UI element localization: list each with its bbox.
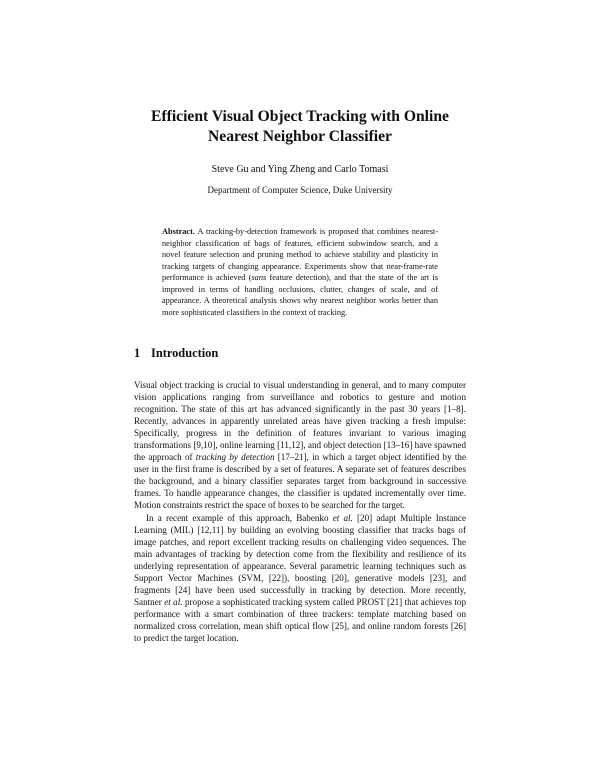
abstract-text-a: A tracking-by-detection framework is proposed that combines nearest-neighbor classification of bags of features, efficient subwindow search, and a novel feature selection and pruning method to achieve stability and plasticity in tracking targets of changing appearance. Experiments show that near-frame-rate performance is achieved ( [162,227,438,283]
intro-paragraph-1 [134,379,466,512]
abstract-label: Abstract. [162,227,195,236]
section-number: 1 [134,346,141,360]
title-line-1: Efficient Visual Object Tracking with Online [151,108,449,125]
abstract-text-b: feature detection), and that the state of the art is improved in terms of handling occlusions, clutter, changes of scale, and of appearance. A theoretical analysis shows why nearest neighbor works better than more sophisticated classifiers in the context of tracking. [162,273,439,317]
intro-paragraph-2 [134,512,466,645]
p1-text-a: Visual object tracking is crucial to visual understanding in general, and to many computer vision applications ranging from surveillance and robotics to gesture and motion recognition. The state of this art has advanced significantly in the past 30 years [1–8]. Recently, advances in apparently unrelated areas have given tracking a fresh impulse: Specifically, progress in the definition of features invariant to various imaging transformations [9,10], online learning [11,12], and object detection [13–16] have spawned the approach of [134,380,466,463]
section-title: Introduction [151,346,219,360]
abstract [162,226,438,318]
p1-emphasis: tracking by detection [195,452,275,463]
p1-text-b: [17–21], in which a target object identified by the user in the first frame is described by a set of features. A separate set of features describes the background, and a binary classifier separates target from background in successive frames. To handle appearance changes, the classifier is updated incrementally over time. Motion constraints restrict the space of boxes to be searched for the target. [134,452,467,511]
section-heading [134,345,218,361]
author-list: Steve Gu and Ying Zheng and Carlo Tomasi [211,164,389,175]
p2-text-c: propose a sophisticated tracking system called PROST [21] that achieves top performance with a smart combination of three trackers: template matching based on normalized cross correlation, mean shift optical flow [25], and online random forests [26] to predict the target location. [134,596,466,643]
p2-text-b: [20] adapt Multiple Instance Learning (MIL) [12,11] by building an evolving boosting classifier that tracks bags of image patches, and report excellent tracking results on challenging video sequences. The main advantages of tracking by detection come from the flexibility and resilience of its underlying representation of appearance. Several parametric learning techniques such as Support Vector Machines (SVM, [22]), boosting [20], generative models [23], and fragments [24] have been used successfully in tracking by detection. More recently, Santner [134,512,466,607]
paper-title [0,107,600,147]
affiliation: Department of Computer Science, Duke University [207,185,393,195]
p2-emphasis-2: et al. [164,596,183,607]
title-line-2: Nearest Neighbor Classifier [208,128,392,145]
p2-emphasis-1: et al. [332,512,353,523]
intro-body [134,379,466,644]
p2-text-a: In a recent example of this approach, Babenko [146,512,333,523]
abstract-sans: sans [251,273,267,283]
